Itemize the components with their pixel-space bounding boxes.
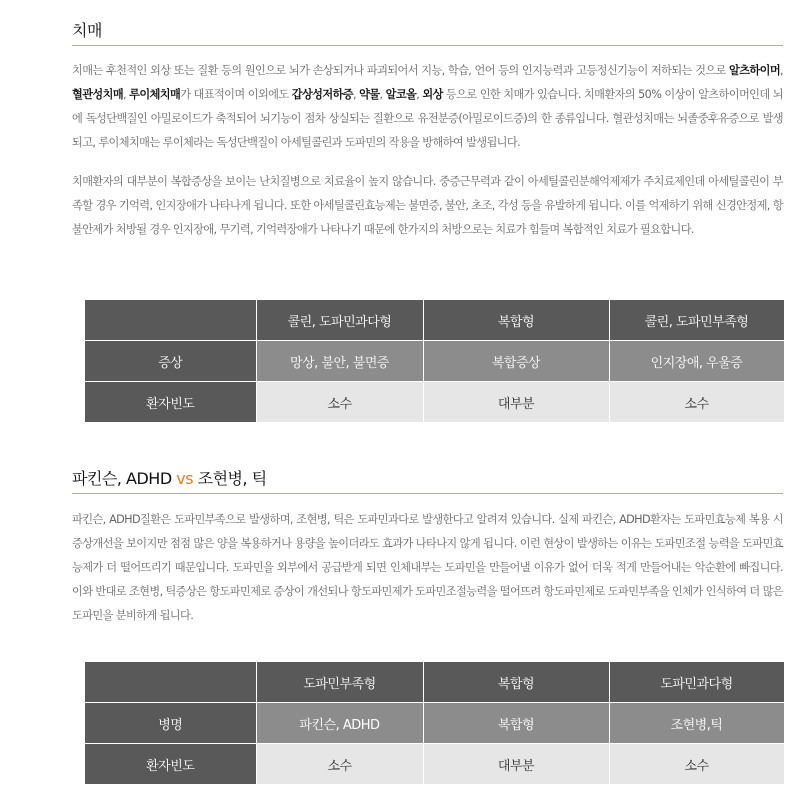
table-corner-cell [85,662,256,703]
text-run: , [780,64,783,77]
term-hypothyroidism: 갑상성저하증 [291,88,353,101]
term-lewy-body-dementia: 루이체치매 [129,88,181,101]
dementia-paragraph-1 [72,59,783,155]
table-cell: 복합형 [423,703,609,744]
term-drugs: 약물 [359,88,380,101]
table-cell: 파킨슨, ADHD [256,703,423,744]
text-run: 등으로 인한 치매가 있습니다. 치매환자의 50% 이상이 알츠하이머인데 뇌에 독성단백질인 아밀로이드가 축적되어 뇌기능이 점차 상실되는 질환으로 유전분증(아밀로이드증)의 한 종류입니다. 혈관성치매는 뇌졸중후유증으로 발생되고, 루이체치매는 루이체라는 독성단백질이 아세틸콜린과 도파민의 작용을 방해하여 발생됩니다. [72,88,783,149]
text-run: , [416,88,423,101]
section-title-text: 치매 [72,21,102,40]
table-row-label: 증상 [85,341,256,382]
table-cell: 소수 [609,744,784,785]
table-header-row [85,662,784,703]
table-cell: 대부분 [423,382,609,423]
dementia-paragraph-2: 치매환자의 대부분이 복합증상을 보이는 난치질병으로 치료율이 높지 않습니다. 중증근무력과 같이 아세틸콜린분해억제제가 주치료제인데 아세틸콜린이 부족할 경우 기억력, 인지장애가 나타나게 됩니다. 또한 아세틸콜린효능제는 불면증, 불안, 초조, 각성 등을 유발하게 됩니다. 이를 억제하기 위해 신경안정제, 항불안제가 처방될 경우 인지장애, 무기력, 기억력장애가 나타나기 때문에 한가지의 처방으로는 치료가 힘들며 복합적인 치료가 필요합니다. [72,175,783,236]
table-header-cell: 도파민과다형 [609,662,784,703]
text-run: , [379,88,386,101]
table-row [85,382,784,423]
table-cell: 인지장애, 우울증 [609,341,784,382]
table-header-cell: 콜린, 도파민부족형 [609,300,784,341]
section-title-part-b: 조현병, 틱 [193,469,267,488]
parkinson-type-table [85,662,785,785]
section-title-dementia [72,20,783,46]
table-header-cell: 콜린, 도파민과다형 [256,300,423,341]
table-row-label: 환자빈도 [85,744,256,785]
table-cell: 소수 [256,744,423,785]
section-title-parkinson [72,468,783,494]
table-corner-cell [85,300,256,341]
table-cell: 대부분 [423,744,609,785]
table-header-cell: 복합형 [423,662,609,703]
table-cell: 조현병,틱 [609,703,784,744]
table-header-cell: 도파민부족형 [256,662,423,703]
table-header-cell: 복합형 [423,300,609,341]
table-row [85,703,784,744]
parkinson-paragraph: 파킨슨, ADHD질환은 도파민부족으로 발생하며, 조현병, 틱은 도파민과다로 발생한다고 알려져 있습니다. 실제 파킨슨, ADHD환자는 도파민효능제 복용 시 증상개선을 보이지만 점점 많은 양을 복용하거나 용량을 높이더라도 효과가 나타나지 않게 됩니다. 이런 현상이 발생하는 이유는 도파민조절 능력을 도파민효능제가 더 떨어뜨리기 때문입니다. 도파민을 외부에서 공급받게 되면 인체내부는 도파민을 만들어낼 이유가 없어 더욱 적게 만들어내는 악순환에 빠집니다. 이와 반대로 조현병, 틱증상은 항도파민제로 증상이 개선되나 항도파민제가 도파민조절능력을 떨어뜨려 항도파민제로 도파민부족을 인체가 인식하여 더 많은 도파민을 분비하게 됩니다. [72,513,783,622]
table-row [85,341,784,382]
text-run: 가 대표적이며 이외에도 [180,88,292,101]
table-cell: 복합증상 [423,341,609,382]
term-trauma: 외상 [422,88,443,101]
table-header-row [85,300,784,341]
text-run: 치매는 후천적인 외상 또는 질환 등의 원인으로 뇌가 손상되거나 파괴되어서 지능, 학습, 언어 등의 인지능력과 고등정신기능이 저하되는 것으로 [72,64,729,77]
table-row-label: 환자빈도 [85,382,256,423]
text-run: , [352,88,360,101]
table-row-label: 병명 [85,703,256,744]
text-run: , [123,88,130,101]
table-cell: 망상, 불안, 불면증 [256,341,423,382]
table-cell: 소수 [609,382,784,423]
term-alcohol: 알코올 [385,88,417,101]
section-title-part-a: 파킨슨, ADHD [72,469,177,488]
term-vascular-dementia: 혈관성치매 [72,88,124,101]
table-cell: 소수 [256,382,423,423]
term-alzheimer: 알츠하이머 [728,64,781,77]
section-title-vs: vs [176,469,194,488]
dementia-type-table [85,300,785,423]
table-row [85,744,784,785]
